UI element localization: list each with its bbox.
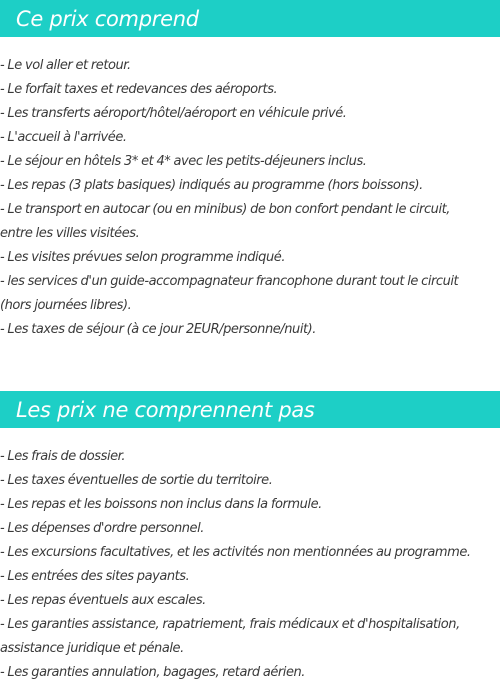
list-line: - Les dépenses d'ordre personnel.	[0, 521, 204, 536]
list-line: - Les garanties assistance, rapatriement, frais médicaux et d'hospitalisation,	[0, 617, 460, 632]
list-line: - Les garanties annulation, bagages, retard aérien.	[0, 665, 305, 680]
included-list	[0, 54, 500, 342]
list-line: - Les repas et les boissons non inclus dans la formule.	[0, 497, 322, 512]
list-line: - Les taxes éventuelles de sortie du territoire.	[0, 473, 273, 488]
list-line: - Les visites prévues selon programme indiqué.	[0, 250, 286, 265]
excluded-title: Les prix ne comprennent pas	[16, 397, 315, 422]
list-line: (hors journées libres).	[0, 298, 132, 313]
included-section-header	[0, 0, 500, 37]
list-line: - Le vol aller et retour.	[0, 58, 131, 73]
list-line: - les services d'un guide-accompagnateur francophone durant tout le circuit	[0, 274, 459, 289]
list-line: assistance juridique et pénale.	[0, 641, 184, 656]
list-line: - Le séjour en hôtels 3* et 4* avec les petits-déjeuners inclus.	[0, 154, 367, 169]
list-line: entre les villes visitées.	[0, 226, 140, 241]
list-line: - Les excursions facultatives, et les activités non mentionnées au programme.	[0, 545, 471, 560]
list-line: - Le forfait taxes et redevances des aéroports.	[0, 82, 278, 97]
list-line: - Les transferts aéroport/hôtel/aéroport en véhicule privé.	[0, 106, 347, 121]
list-line: - Les taxes de séjour (à ce jour 2EUR/personne/nuit).	[0, 322, 316, 337]
list-line: - Les entrées des sites payants.	[0, 569, 190, 584]
list-line: - Les repas (3 plats basiques) indiqués au programme (hors boissons).	[0, 178, 423, 193]
excluded-list	[0, 445, 500, 685]
list-line: - L'accueil à l'arrivée.	[0, 130, 127, 145]
included-title: Ce prix comprend	[16, 6, 199, 31]
excluded-section-header	[0, 391, 500, 428]
list-line: - Les frais de dossier.	[0, 449, 126, 464]
list-line: - Le transport en autocar (ou en minibus) de bon confort pendant le circuit,	[0, 202, 450, 217]
list-line: - Les repas éventuels aux escales.	[0, 593, 206, 608]
